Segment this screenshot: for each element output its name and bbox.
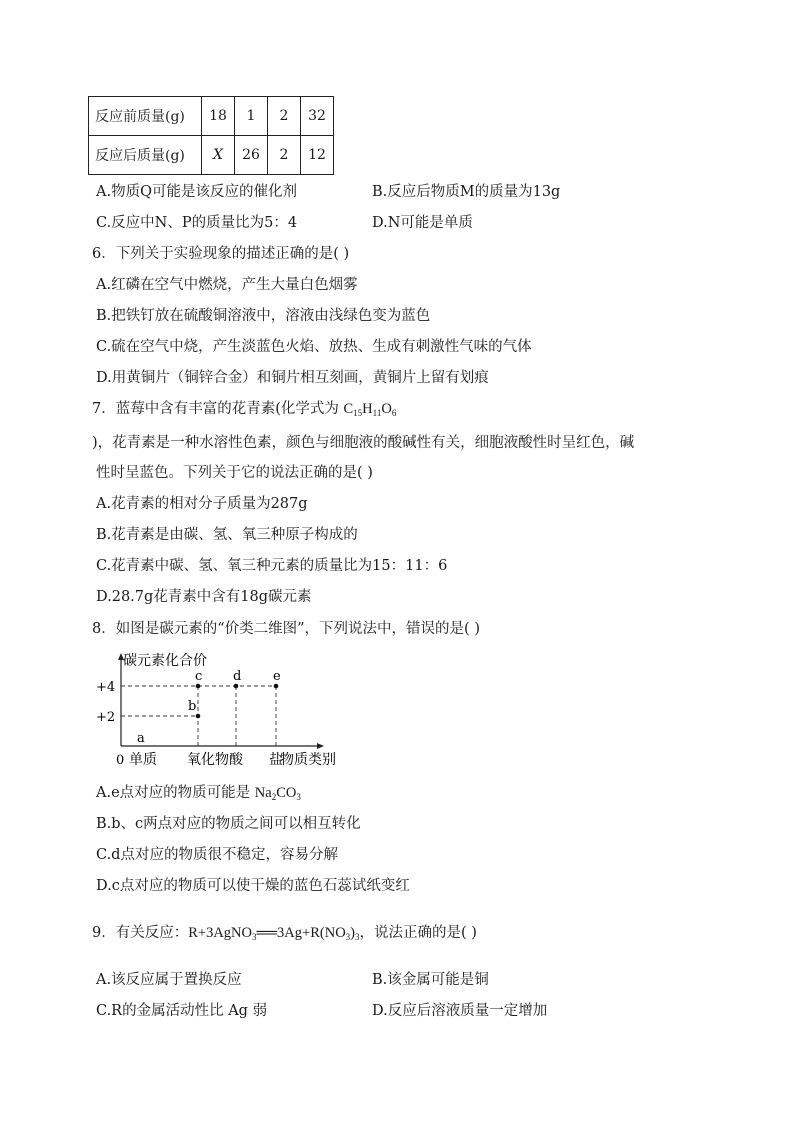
valence-class-chart	[88, 650, 378, 770]
q6-option-d: D.用黄铜片（铜锌合金）和铜片相互刻画，黄铜片上留有划痕	[96, 370, 489, 386]
y-axis-label: 碳元素化合价	[123, 653, 207, 669]
q7-option-a: A.花青素的相对分子质量为287g	[96, 496, 308, 512]
table-cell: 26	[235, 136, 268, 175]
q7-stem-cont2: 性时呈蓝色。下列关于它的说法正确的是( )	[96, 465, 373, 481]
q9-option-c: C.R的金属活动性比 Ag 弱	[96, 1003, 268, 1019]
sodium-carbonate-formula: $Na_2CO_3$	[254, 785, 301, 802]
x-tick-label: 单质	[129, 752, 157, 768]
table-cell: 2	[268, 97, 301, 136]
q5-option-c: C.反应中N、P的质量比为5：4	[96, 215, 298, 231]
chart-marks	[137, 669, 281, 746]
q9-stem-pre: 9．有关反应：	[92, 925, 189, 941]
mass-table	[88, 96, 334, 175]
cyanidin-formula: $C_{15}H_{11}O_6$	[343, 401, 397, 418]
q9-stem-post: ，说法正确的是( )	[359, 925, 477, 941]
table-row	[89, 136, 334, 175]
data-point	[234, 684, 239, 689]
row-label: 反应后质量(g)	[89, 136, 202, 175]
q9-option-a: A.该反应属于置换反应	[96, 972, 242, 988]
q7-option-d: D.28.7g花青素中含有18g碳元素	[96, 589, 312, 605]
q5-option-a: A.物质Q可能是该反应的催化剂	[96, 184, 297, 200]
point-label: a	[137, 731, 145, 746]
table-cell: 32	[301, 97, 334, 136]
x-axis-label: 物质类别	[280, 752, 336, 768]
q6-option-a: A.红磷在空气中燃烧，产生大量白色烟雾	[96, 277, 358, 293]
q7-stem-start: 7．蓝莓中含有丰富的花青素(化学式为	[92, 401, 344, 417]
table-cell: X	[202, 136, 235, 175]
table-cell: 18	[202, 97, 235, 136]
x-tick-label: 氧化物	[187, 752, 229, 768]
y-tick-label: +4	[96, 680, 116, 695]
q5-option-d: D.N可能是单质	[372, 215, 473, 231]
table-cell: 2	[268, 136, 301, 175]
q7-stem	[92, 399, 396, 423]
origin-label: 0	[116, 753, 125, 768]
table-cell: 1	[235, 97, 268, 136]
point-label: c	[195, 669, 203, 684]
reaction-equation: $R+3AgNO_3══3Ag+R(NO_3)_3$	[188, 925, 360, 942]
data-point	[196, 714, 201, 719]
q8-option-a	[96, 783, 301, 807]
q8-option-c: C.d点对应的物质很不稳定，容易分解	[96, 847, 338, 863]
data-point	[274, 684, 279, 689]
q8-option-d: D.c点对应的物质可以使干燥的蓝色石蕊试纸变红	[96, 878, 410, 894]
q6-option-b: B.把铁钉放在硫酸铜溶液中，溶液由浅绿色变为蓝色	[96, 308, 431, 324]
x-tick-label: 酸	[229, 752, 243, 768]
q8-option-a-text: A.e点对应的物质可能是	[96, 785, 255, 801]
x-tick-label: 盐	[269, 752, 283, 768]
q5-option-b: B.反应后物质M的质量为13g	[372, 184, 561, 200]
q6-stem: 6．下列关于实验现象的描述正确的是( )	[92, 246, 350, 262]
table-cell: 12	[301, 136, 334, 175]
q8-option-b: B.b、c两点对应的物质之间可以相互转化	[96, 816, 361, 832]
q8-stem: 8．如图是碳元素的“价类二维图”，下列说法中，错误的是( )	[92, 621, 480, 637]
q7-option-b: B.花青素是由碳、氢、氧三种原子构成的	[96, 527, 358, 543]
q6-option-c: C.硫在空气中烧，产生淡蓝色火焰、放热、生成有刺激性气味的气体	[96, 339, 532, 355]
q9-option-b: B.该金属可能是铜	[372, 972, 489, 988]
point-label: b	[188, 699, 197, 714]
table-row	[89, 97, 334, 136]
data-point	[196, 684, 201, 689]
point-label: d	[233, 669, 242, 684]
q9-stem	[92, 923, 477, 947]
q7-stem-cont1: )，花青素是一种水溶性色素，颜色与细胞液的酸碱性有关，细胞液酸性时呈红色，碱	[92, 435, 635, 451]
y-tick-label: +2	[96, 710, 116, 725]
row-label: 反应前质量(g)	[89, 97, 202, 136]
q9-option-d: D.反应后溶液质量一定增加	[372, 1003, 548, 1019]
point-label: e	[273, 669, 281, 684]
q7-option-c: C.花青素中碳、氢、氧三种元素的质量比为15：11：6	[96, 558, 448, 574]
